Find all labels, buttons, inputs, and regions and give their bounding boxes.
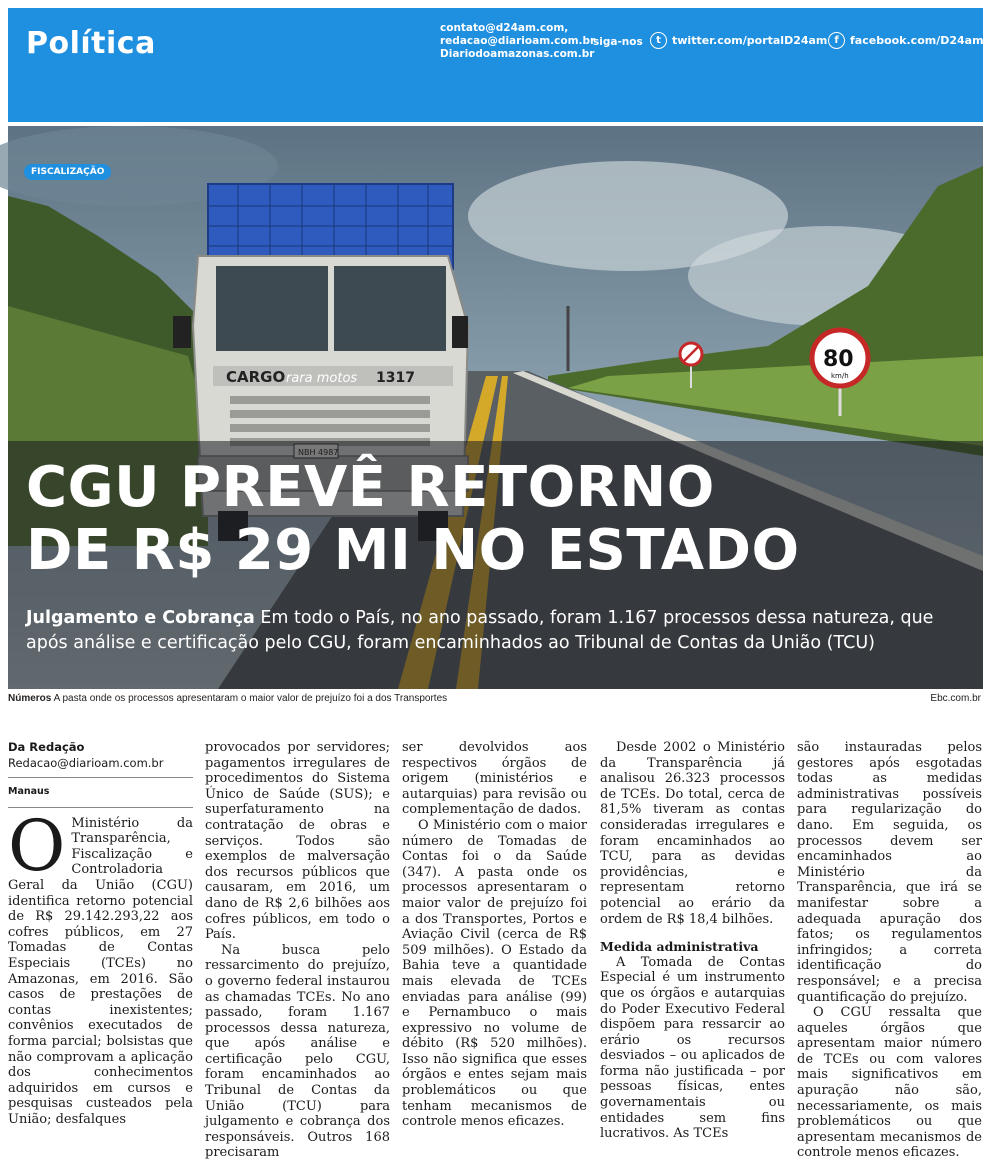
- hero-photo: [8, 126, 983, 689]
- subheadline-lead: Julgamento e Cobrança: [26, 608, 255, 628]
- contact-emails: [440, 22, 595, 61]
- paragraph-5: A Tomada de Contas Especial é um instrumento que os órgãos e autarquias do Poder Executivo Federal dispõem para ressarcir ao erário os recursos desviados – ou aplicados de forma não justificada – por pessoas físicas, entes governamentais ou entidades sem fins lucrativos. As TCEs: [600, 954, 785, 1142]
- contact-email-2[interactable]: redacao@diarioam.com.br: [440, 35, 596, 47]
- caption-text: A pasta onde os processos apresentaram o maior valor de prejuízo foi a dos Transportes: [51, 693, 448, 704]
- paragraph-5-cont: são instauradas pelos gestores após esgotadas todas as medidas administrativas possíveis para regularização do dano. Em seguida, os processos devem ser encaminhados ao Ministério da Transparência, que irá se manifestar sobre a adequada apuração dos fatos; os regulamentos infringidos; a correta identificação do responsável; e a precisa quantificação do prejuízo.: [797, 740, 982, 1005]
- paragraph-6: O CGU ressalta que aqueles órgãos que apresentam maior número de TCEs ou com valores mais significativos em apuração não são, necessariamente, os mais problemáticos ou que apresentam mecanismos de controle menos eficazes.: [797, 1005, 982, 1161]
- twitter-icon: t: [650, 32, 667, 49]
- truck-cargo-text: CARGO: [226, 368, 286, 386]
- headline: [26, 456, 800, 582]
- paragraph-1-cont: provocados por servidores; pagamentos irregulares de procedimentos do Sistema Único de Saúde (SUS); e superfaturamento na contratação de obras e serviços. Todos são exemplos de malversação dos recursos públicos que causaram, em 2016, um dano de R$ 2,6 bilhões aos cofres públicos, em todo o País.: [205, 740, 390, 943]
- paragraph-1-text: Ministério da Transparência, Fiscalização e Controladoria Geral da União (CGU) identifica retorno potencial de R$ 29.142.293,22 aos cofres públicos, em 27 Tomadas de Contas Especiais (TCEs) no Amazonas, em 2016. São casos de prestações de contas inexistentes; convênios executados de forma parcial; bolsistas que não comprovam a aplicação dos conhecimentos adquiridos em cursos e pesquisas custeados pela União; desfalques: [8, 815, 193, 1127]
- subhead: Medida administrativa: [600, 939, 759, 955]
- speed-limit-number: 80: [823, 347, 854, 372]
- caption-lead: Números: [8, 693, 52, 704]
- contact-email-1[interactable]: contato@d24am.com,: [440, 22, 569, 34]
- byline: Da Redação: [8, 740, 85, 754]
- author-email[interactable]: Redacao@diarioam.com.br: [8, 755, 193, 778]
- follow-label: siga-nos: [593, 36, 643, 48]
- paragraph-2-cont: ser devolvidos aos respectivos órgãos de origem (ministérios e autarquias) para revisão ou complementação de dados.: [402, 740, 587, 818]
- subheadline-text: Em todo o País, no ano passado, foram 1.167 processos dessa natureza, que após análise e certificação pelo CGU, foram encaminhados ao Tribunal de Contas da União (TCU): [26, 608, 934, 653]
- facebook-icon: f: [828, 32, 845, 49]
- subheadline: [26, 606, 971, 656]
- headline-line-2: DE R$ 29 MI NO ESTADO: [26, 518, 800, 583]
- paragraph-2: Na busca pelo ressarcimento do prejuízo, o governo federal instaurou as chamadas TCEs. No ano passado, foram 1.167 processos dessa natureza, que após análise e certificação pelo CGU, foram encaminhados ao Tribunal de Contas da União (TCU) para julgamento e cobrança dos responsáveis. Outros 168 precisaram: [205, 942, 390, 1161]
- article-column-5: [797, 740, 982, 1161]
- category-badge: FISCALIZAÇÃO: [24, 164, 111, 180]
- photo-caption: [8, 693, 447, 704]
- truck-brand-text: rara motos: [286, 371, 358, 386]
- paragraph-1: [8, 804, 193, 1128]
- paragraph-4: Desde 2002 o Ministério da Transparência já analisou 26.323 processos de TCEs. Do total, cerca de 81,5% tiveram as contas consideradas irregulares e foram encaminhados ao TCU, para as devidas providências, e representam retorno potencial ao erário da ordem de R$ 18,4 bilhões.: [600, 740, 785, 927]
- section-header: [8, 8, 983, 122]
- article-column-2: [205, 740, 390, 1161]
- truck-model-text: 1317: [376, 370, 415, 386]
- photo-credit: Ebc.com.br: [930, 693, 981, 704]
- contact-website[interactable]: Diariodoamazonas.com.br: [440, 48, 595, 60]
- section-title: Política: [26, 26, 156, 61]
- drop-cap: O: [8, 804, 66, 887]
- paragraph-3: O Ministério com o maior número de Tomadas de Contas foi o da Saúde (347). A pasta onde os processos apresentaram o maior valor de prejuízo foi a dos Transportes, Portos e Aviação Civil (cerca de R$ 509 milhões). O Estado da Bahia teve a quantidade mais elevada de TCEs enviadas para análise (99) e Pernambuco o mais expressivo no volume de débito (R$ 520 milhões). Isso não significa que esses órgãos e entes sejam mais problemáticos ou que tenham mecanismos de controle menos eficazes.: [402, 817, 587, 1130]
- dateline-place: Manaus: [8, 784, 193, 808]
- facebook-handle: facebook.com/D24am: [850, 34, 984, 47]
- article-column-4: [600, 740, 785, 1142]
- speed-limit-unit: km/h: [831, 372, 849, 380]
- twitter-link[interactable]: [650, 32, 827, 49]
- facebook-link[interactable]: [828, 32, 984, 49]
- twitter-handle: twitter.com/portalD24am: [672, 34, 828, 47]
- article-column-1: [8, 740, 193, 1127]
- headline-line-1: CGU PREVÊ RETORNO: [26, 455, 715, 520]
- article-column-3: [402, 740, 587, 1130]
